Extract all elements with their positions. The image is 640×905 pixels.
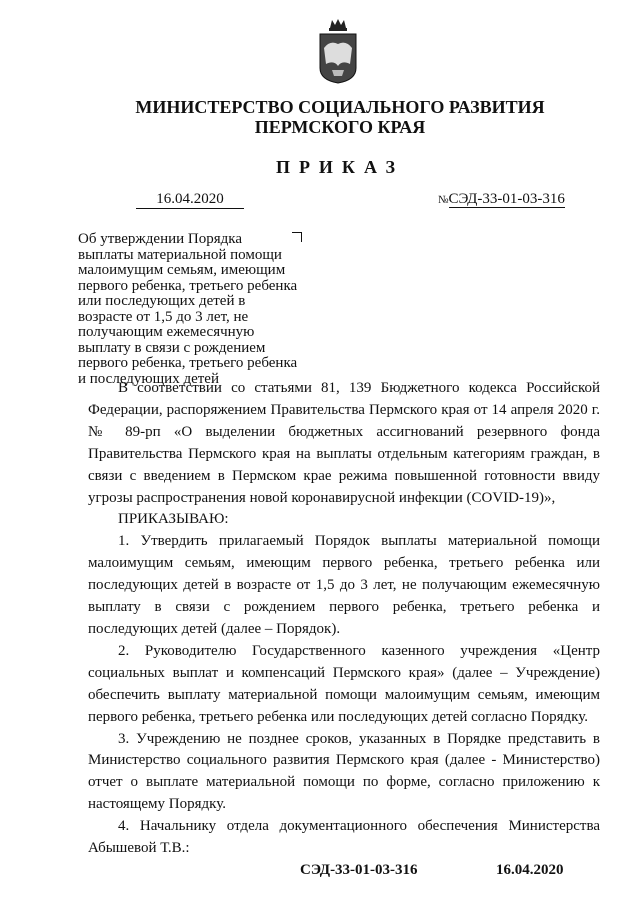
order-item-2: 2. Руководителю Государственного казенного учреждения «Центр социальных выплат и компенсаций Пермского края» (далее – Учреждение) обеспечить выплату материальной помощи малоимущим семьям, имеющим первого ребенка, третьего ребенка или последующих детей согласно Порядку. — [88, 642, 600, 725]
subject-line: возрасте от 1,5 до 3 лет, не — [78, 308, 249, 325]
subject-line: выплаты материальной помощи — [78, 246, 282, 263]
order-number-field — [438, 191, 565, 209]
subject-line: первого ребенка, третьего ребенка — [78, 277, 298, 294]
order-title: ПРИКАЗ — [275, 157, 405, 177]
order-number: СЭД-33-01-03-316 — [448, 191, 565, 207]
orders-heading: ПРИКАЗЫВАЮ: — [118, 511, 229, 528]
order-item-4: 4. Начальнику отдела документационного обеспечения Министерства Абышевой Т.В.: — [88, 818, 600, 857]
ministry-name — [0, 97, 640, 137]
subject-line: выплату в связи с рождением — [78, 339, 266, 356]
order-body — [88, 378, 600, 860]
subject-line: малоимущим семьям, имеющим — [78, 262, 286, 278]
subject-line: первого ребенка, третьего ребенка — [78, 355, 298, 371]
order-item-1: 1. Утвердить прилагаемый Порядок выплаты материальной помощи малоимущим семьям, имеющим первого ребенка, третьего ребенка или последующих детей в возрасте от 1,5 до 3 лет, не получающим ежемесячную выплату в связи с рождением первого ребенка, третьего ребенка и последующих детей (далее – Порядок). — [88, 533, 600, 637]
footer-order-date: 16.04.2020 — [496, 862, 564, 878]
subject-line: и последующих детей — [78, 370, 219, 387]
preamble-paragraph: В соответствии со статьями 81, 139 Бюджетного кодекса Российской Федерации, распоряжением Правительства Пермского края от 14 апреля 2020 г. № 89-рп «О выделении бюджетных ассигнований резервного фонда Правительства Пермского края на выплаты отдельным категориям граждан, в связи с введением в Пермском крае режима повышенной готовности ввиду угрозы распространения новой коронавирусной инфекции (COVID-19)», — [88, 380, 600, 506]
footer-order-number: СЭД-33-01-03-316 — [300, 862, 418, 878]
subject-line: получающим ежемесячную — [78, 324, 255, 340]
ministry-line-2: ПЕРМСКОГО КРАЯ — [254, 117, 426, 137]
order-item-3: 3. Учреждению не позднее сроков, указанных в Порядке представить в Министерство социального развития Пермского края (далее - Министерство) отчет о выплате материальной помощи по форме, согласно приложению к настоящему Порядку. — [88, 730, 600, 813]
subject-corner-mark — [292, 232, 302, 242]
subject-line: или последующих детей в — [78, 293, 246, 309]
order-date: 16.04.2020 — [136, 191, 244, 209]
number-sign: № — [438, 194, 449, 206]
order-subject — [78, 232, 308, 387]
perm-krai-coat-of-arms-icon — [318, 18, 358, 84]
subject-line: Об утверждении Порядка — [78, 231, 242, 247]
ministry-line-1: МИНИСТЕРСТВО СОЦИАЛЬНОГО РАЗВИТИЯ — [135, 97, 545, 117]
